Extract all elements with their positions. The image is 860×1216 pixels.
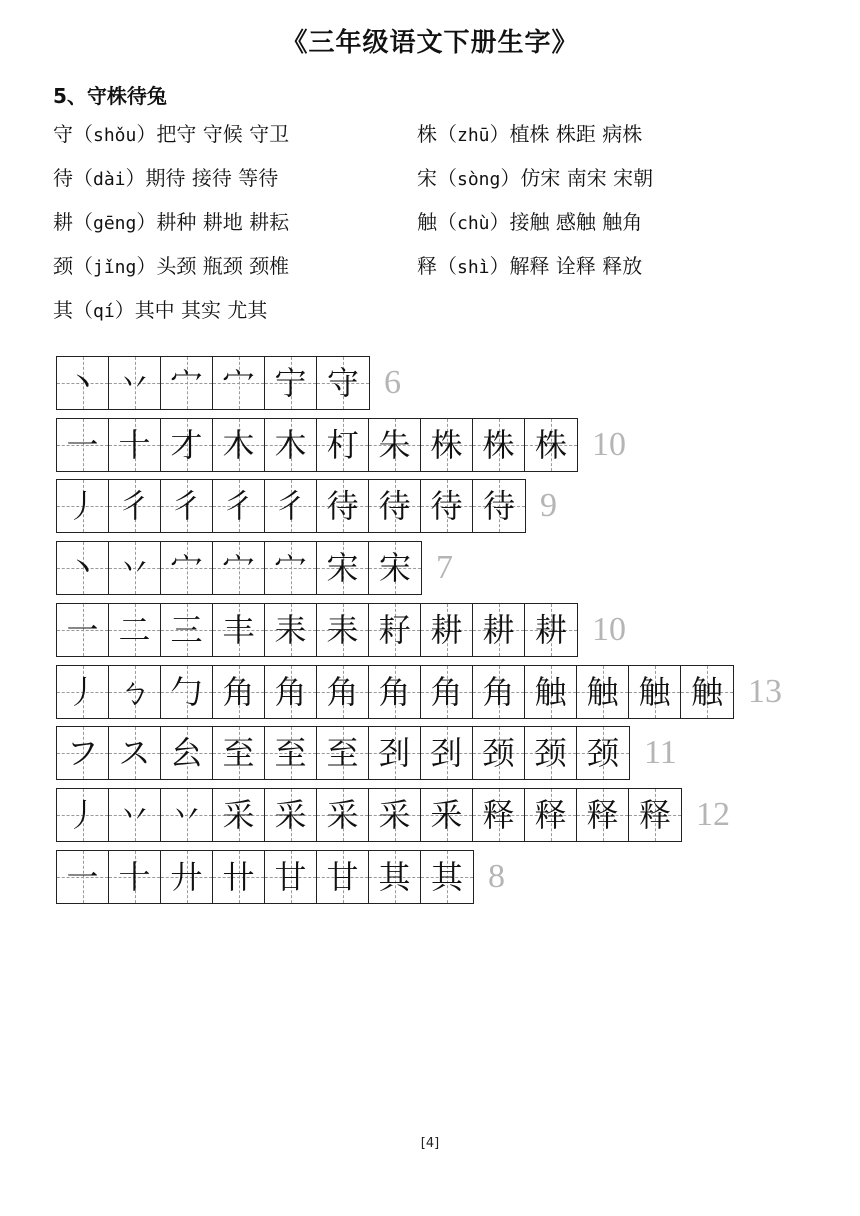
- tianzige-box: [161, 789, 213, 841]
- stroke-step: 待: [482, 487, 515, 526]
- tianzige-box: [421, 727, 473, 779]
- stroke-step: 待: [378, 487, 411, 526]
- vocab-entry: 触（chù）接触 感触 触角: [417, 210, 643, 234]
- tianzige-box: [421, 789, 473, 841]
- tianzige-box: [317, 480, 369, 532]
- stroke-step: 朾: [326, 425, 359, 464]
- stroke-step: フ: [66, 734, 99, 773]
- vocab-entry: 耕（gēng）耕种 耕地 耕耘: [53, 210, 290, 234]
- tianzige-box: [525, 789, 577, 841]
- tianzige-box: [161, 727, 213, 779]
- tianzige-box: [265, 357, 317, 409]
- tianzige-box: [213, 480, 265, 532]
- stroke-step: 颈: [586, 734, 619, 773]
- tianzige-box: [317, 727, 369, 779]
- tianzige-box: [109, 727, 161, 779]
- tianzige-box: [109, 419, 161, 471]
- stroke-count: 12: [696, 795, 730, 833]
- vocab-pinyin: jǐng: [93, 257, 137, 278]
- practice-boxes: [56, 418, 578, 472]
- stroke-step: 丰: [222, 610, 255, 649]
- stroke-step: 其: [378, 857, 411, 896]
- tianzige-box: [473, 604, 525, 656]
- tianzige-box: [109, 666, 161, 718]
- tianzige-box: [57, 480, 109, 532]
- tianzige-box: [213, 727, 265, 779]
- vocab-words: 期待 接待 等待: [145, 166, 279, 190]
- stroke-row: [56, 479, 557, 533]
- stroke-step: 其: [430, 857, 463, 896]
- tianzige-box: [369, 666, 421, 718]
- stroke-count: 10: [592, 425, 626, 463]
- tianzige-box: [57, 789, 109, 841]
- practice-boxes: [56, 603, 578, 657]
- stroke-step: 勹: [170, 672, 203, 711]
- stroke-step: 彳: [118, 487, 151, 526]
- tianzige-box: [473, 727, 525, 779]
- stroke-step: 角: [222, 672, 255, 711]
- tianzige-box: [317, 357, 369, 409]
- tianzige-box: [525, 419, 577, 471]
- vocab-words: 解释 诠释 释放: [509, 254, 643, 278]
- vocab-row: [53, 250, 833, 286]
- tianzige-box: [213, 604, 265, 656]
- vocab-char: 宋: [417, 166, 437, 190]
- tianzige-box: [109, 604, 161, 656]
- tianzige-box: [421, 666, 473, 718]
- stroke-step: 彳: [170, 487, 203, 526]
- stroke-step: 刭: [378, 734, 411, 773]
- page-number: [4]: [420, 1136, 440, 1151]
- vocab-pinyin: dài: [93, 169, 126, 190]
- vocab-words: 仿宋 南宋 宋朝: [520, 166, 654, 190]
- tianzige-box: [525, 727, 577, 779]
- tianzige-box: [161, 542, 213, 594]
- practice-boxes: [56, 788, 682, 842]
- vocab-words: 植株 株距 病株: [509, 122, 643, 146]
- tianzige-box: [57, 604, 109, 656]
- vocab-pinyin: shǒu: [93, 125, 137, 146]
- vocab-pinyin: gēng: [93, 213, 137, 234]
- stroke-step: 采: [326, 795, 359, 834]
- stroke-step: 触: [690, 672, 723, 711]
- stroke-step: 宋: [326, 549, 359, 588]
- stroke-step: ス: [118, 734, 151, 773]
- stroke-step: 耒: [326, 610, 359, 649]
- tianzige-box: [161, 480, 213, 532]
- vocab-entry: 守（shǒu）把守 守候 守卫: [53, 122, 290, 146]
- stroke-step: 株: [482, 425, 515, 464]
- tianzige-box: [265, 480, 317, 532]
- stroke-step: 株: [534, 425, 567, 464]
- stroke-step: 甘: [274, 857, 307, 896]
- stroke-step: 耔: [378, 610, 411, 649]
- stroke-step: 采: [222, 795, 255, 834]
- stroke-step: 宁: [274, 364, 307, 402]
- stroke-step: 十: [118, 425, 151, 464]
- tianzige-box: [421, 480, 473, 532]
- tianzige-box: [161, 666, 213, 718]
- tianzige-box: [577, 666, 629, 718]
- tianzige-box: [57, 666, 109, 718]
- stroke-step: 采: [378, 795, 411, 834]
- tianzige-box: [213, 419, 265, 471]
- tianzige-box: [317, 666, 369, 718]
- stroke-step: 丷: [118, 364, 151, 402]
- tianzige-box: [473, 666, 525, 718]
- tianzige-box: [57, 419, 109, 471]
- stroke-step: 释: [534, 795, 567, 834]
- stroke-step: 十: [118, 857, 151, 896]
- vocab-entry: 颈（jǐng）头颈 瓶颈 颈椎: [53, 254, 290, 278]
- practice-boxes: [56, 726, 630, 780]
- tianzige-box: [213, 789, 265, 841]
- stroke-step: 角: [274, 672, 307, 711]
- stroke-step: 释: [586, 795, 619, 834]
- vocab-row: [53, 118, 833, 154]
- practice-boxes: [56, 479, 526, 533]
- stroke-count: 8: [488, 857, 505, 895]
- stroke-step: 待: [326, 487, 359, 526]
- tianzige-box: [265, 727, 317, 779]
- vocab-entry: 待（dài）期待 接待 等待: [53, 166, 279, 190]
- stroke-step: 宋: [378, 549, 411, 588]
- stroke-step: 刭: [430, 734, 463, 773]
- stroke-row: [56, 788, 730, 842]
- tianzige-box: [317, 542, 369, 594]
- vocab-row: [53, 206, 833, 242]
- tianzige-box: [421, 851, 473, 903]
- vocab-char: 触: [417, 210, 437, 234]
- vocab-pinyin: zhū: [457, 125, 490, 146]
- tianzige-box: [317, 419, 369, 471]
- stroke-step: 守: [326, 364, 359, 402]
- stroke-row: [56, 850, 505, 904]
- stroke-step: 触: [638, 672, 671, 711]
- practice-boxes: [56, 665, 734, 719]
- stroke-step: 宀: [170, 364, 203, 402]
- tianzige-box: [473, 419, 525, 471]
- tianzige-box: [161, 851, 213, 903]
- stroke-count: 10: [592, 610, 626, 648]
- vocab-words: 头颈 瓶颈 颈椎: [156, 254, 290, 278]
- tianzige-box: [265, 666, 317, 718]
- stroke-step: 丿: [66, 672, 99, 711]
- stroke-count: 7: [436, 549, 453, 587]
- tianzige-box: [369, 419, 421, 471]
- tianzige-box: [317, 851, 369, 903]
- tianzige-box: [421, 604, 473, 656]
- stroke-step: 甘: [326, 857, 359, 896]
- stroke-step: 丶: [66, 364, 99, 402]
- tianzige-box: [57, 851, 109, 903]
- stroke-count: 13: [748, 672, 782, 710]
- stroke-step: 木: [222, 425, 255, 464]
- stroke-step: 至: [274, 734, 307, 773]
- tianzige-box: [265, 542, 317, 594]
- tianzige-box: [109, 789, 161, 841]
- stroke-count: 11: [644, 734, 677, 772]
- stroke-step: 彳: [274, 487, 307, 526]
- stroke-step: 耕: [534, 610, 567, 649]
- stroke-step: 角: [378, 672, 411, 711]
- vocab-entry: 株（zhū）植株 株距 病株: [417, 122, 643, 146]
- tianzige-box: [421, 419, 473, 471]
- stroke-step: 至: [326, 734, 359, 773]
- stroke-step: 角: [430, 672, 463, 711]
- tianzige-box: [109, 542, 161, 594]
- vocab-words: 接触 感触 触角: [509, 210, 643, 234]
- stroke-row: [56, 603, 626, 657]
- stroke-count: 9: [540, 487, 557, 525]
- tianzige-box: [369, 727, 421, 779]
- vocab-entry: 宋（sòng）仿宋 南宋 宋朝: [417, 166, 654, 190]
- tianzige-box: [265, 604, 317, 656]
- tianzige-box: [629, 789, 681, 841]
- tianzige-box: [317, 604, 369, 656]
- tianzige-box: [57, 542, 109, 594]
- stroke-step: 宀: [170, 549, 203, 588]
- vocab-words: 耕种 耕地 耕耘: [156, 210, 290, 234]
- tianzige-box: [629, 666, 681, 718]
- vocab-entry: 释（shì）解释 诠释 释放: [417, 254, 643, 278]
- stroke-step: 至: [222, 734, 255, 773]
- stroke-step: 丿: [66, 487, 99, 526]
- stroke-step: 朱: [378, 425, 411, 464]
- stroke-step: 丷: [118, 795, 151, 834]
- tianzige-box: [369, 480, 421, 532]
- vocab-char: 守: [53, 122, 73, 146]
- stroke-step: 宀: [222, 549, 255, 588]
- practice-boxes: [56, 541, 422, 595]
- vocab-words: 把守 守候 守卫: [156, 122, 290, 146]
- tianzige-box: [57, 727, 109, 779]
- tianzige-box: [161, 357, 213, 409]
- vocab-words: 其中 其实 尤其: [134, 298, 268, 322]
- stroke-step: 株: [430, 425, 463, 464]
- lesson-heading: 5、守株待兔: [53, 84, 167, 108]
- practice-boxes: [56, 356, 370, 410]
- vocab-pinyin: sòng: [457, 169, 501, 190]
- vocab-row: [53, 162, 833, 198]
- tianzige-box: [369, 604, 421, 656]
- stroke-step: 角: [482, 672, 515, 711]
- stroke-step: 采: [274, 795, 307, 834]
- stroke-row: [56, 665, 782, 719]
- stroke-step: 丿: [66, 795, 99, 834]
- stroke-step: 释: [482, 795, 515, 834]
- stroke-step: 释: [638, 795, 671, 834]
- stroke-row: [56, 356, 401, 410]
- stroke-step: 三: [170, 610, 203, 649]
- tianzige-box: [317, 789, 369, 841]
- stroke-row: [56, 541, 453, 595]
- stroke-count: 6: [384, 364, 401, 401]
- stroke-step: 釆: [430, 795, 463, 834]
- vocab-char: 株: [417, 122, 437, 146]
- tianzige-box: [109, 480, 161, 532]
- stroke-step: 颈: [534, 734, 567, 773]
- tianzige-box: [161, 604, 213, 656]
- stroke-step: 触: [586, 672, 619, 711]
- tianzige-box: [213, 851, 265, 903]
- stroke-step: ㄅ: [118, 672, 151, 711]
- tianzige-box: [525, 604, 577, 656]
- tianzige-box: [473, 480, 525, 532]
- stroke-step: 一: [66, 610, 99, 649]
- stroke-step: 木: [274, 425, 307, 464]
- stroke-step: 㕕: [170, 734, 203, 773]
- stroke-step: 丷: [170, 795, 203, 834]
- stroke-step: 耕: [430, 610, 463, 649]
- tianzige-box: [213, 542, 265, 594]
- tianzige-box: [369, 851, 421, 903]
- vocab-char: 释: [417, 254, 437, 278]
- stroke-step: 一: [66, 857, 99, 896]
- tianzige-box: [369, 542, 421, 594]
- page-title: 《三年级语文下册生字》: [281, 28, 579, 58]
- stroke-step: 耒: [274, 610, 307, 649]
- stroke-row: [56, 418, 626, 472]
- vocab-char: 待: [53, 166, 73, 190]
- stroke-step: 角: [326, 672, 359, 711]
- stroke-step: 二: [118, 610, 151, 649]
- tianzige-box: [577, 789, 629, 841]
- vocab-entry: 其（qí）其中 其实 尤其: [53, 298, 268, 322]
- vocab-char: 颈: [53, 254, 73, 278]
- tianzige-box: [57, 357, 109, 409]
- tianzige-box: [265, 851, 317, 903]
- practice-boxes: [56, 850, 474, 904]
- stroke-step: 彳: [222, 487, 255, 526]
- vocab-pinyin: qí: [93, 301, 115, 322]
- tianzige-box: [473, 789, 525, 841]
- tianzige-box: [681, 666, 733, 718]
- vocab-pinyin: chù: [457, 213, 490, 234]
- stroke-step: 丷: [118, 549, 151, 588]
- tianzige-box: [369, 789, 421, 841]
- tianzige-box: [265, 789, 317, 841]
- vocab-row: [53, 294, 833, 330]
- stroke-step: 才: [170, 425, 203, 464]
- stroke-step: 触: [534, 672, 567, 711]
- stroke-step: 宀: [274, 549, 307, 588]
- stroke-step: 一: [66, 425, 99, 464]
- tianzige-box: [525, 666, 577, 718]
- vocab-char: 耕: [53, 210, 73, 234]
- stroke-step: 丶: [66, 549, 99, 588]
- stroke-step: 颈: [482, 734, 515, 773]
- tianzige-box: [109, 357, 161, 409]
- vocab-char: 其: [53, 298, 73, 322]
- stroke-step: 耕: [482, 610, 515, 649]
- stroke-step: 廾: [170, 857, 203, 896]
- tianzige-box: [161, 419, 213, 471]
- tianzige-box: [577, 727, 629, 779]
- tianzige-box: [265, 419, 317, 471]
- tianzige-box: [109, 851, 161, 903]
- stroke-step: 卄: [222, 857, 255, 896]
- vocab-pinyin: shì: [457, 257, 490, 278]
- stroke-row: [56, 726, 677, 780]
- tianzige-box: [213, 357, 265, 409]
- stroke-step: 待: [430, 487, 463, 526]
- tianzige-box: [213, 666, 265, 718]
- stroke-step: 宀: [222, 364, 255, 402]
